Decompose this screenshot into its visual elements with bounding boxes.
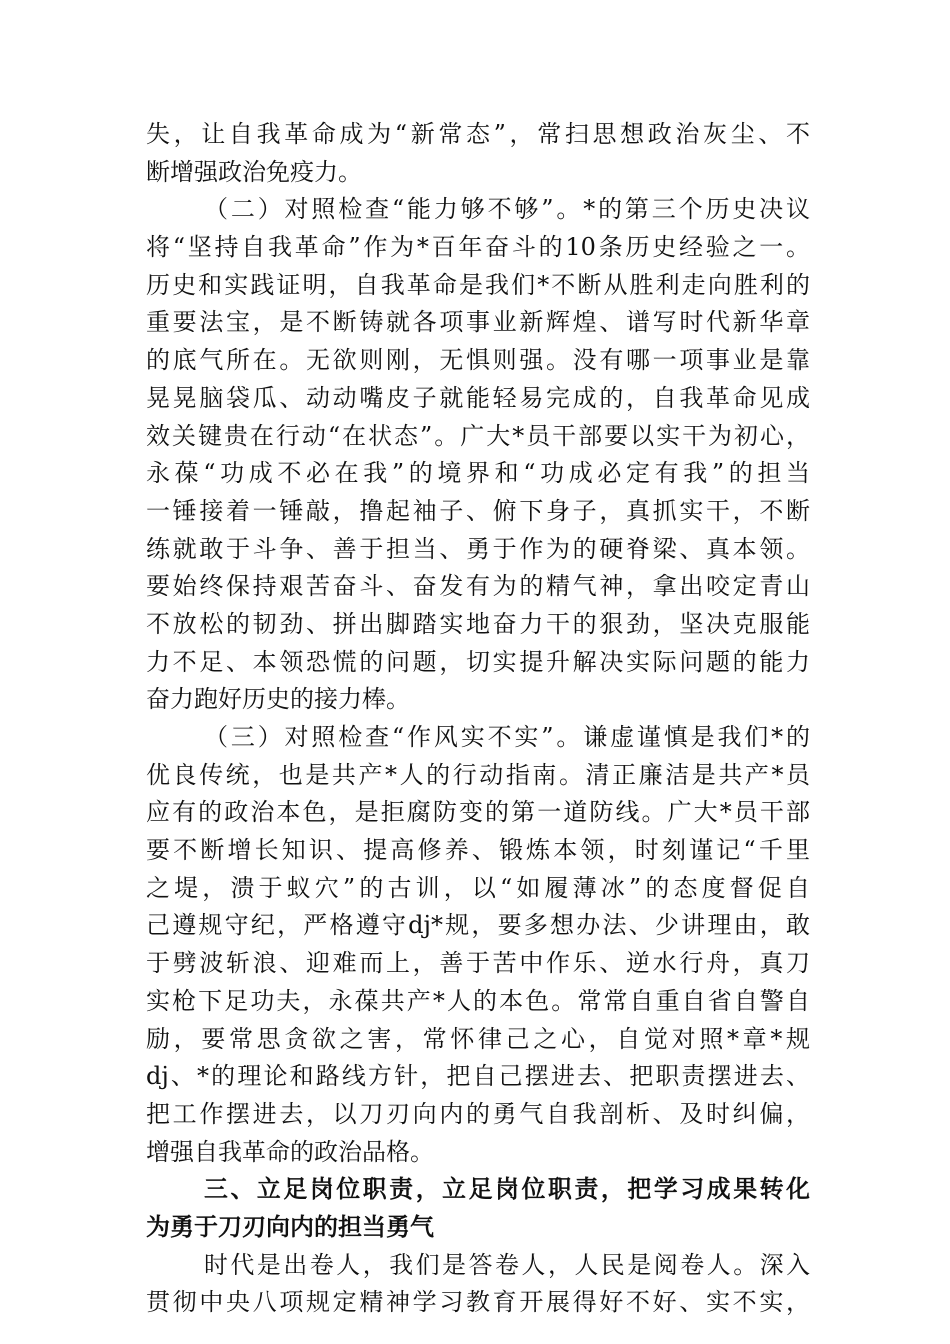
text-line: 把工作摆进去，以刀刃向内的勇气自我剖析、及时纠偏， <box>146 1099 810 1128</box>
text-line: 应有的政治本色，是拒腐防变的第一道防线。广大*员干部 <box>146 798 810 827</box>
text-line: （二）对照检查“能力够不够”。*的第三个历史决议 <box>204 195 810 224</box>
text-line: 重要法宝，是不断铸就各项事业新辉煌、谱写时代新华章 <box>146 308 810 337</box>
text-line: 一锤接着一锤敲，撸起袖子、俯下身子，真抓实干，不断 <box>146 496 810 525</box>
text-line: 奋力跑好历史的接力棒。 <box>146 685 410 714</box>
section-heading-line: 为勇于刀刃向内的担当勇气 <box>146 1212 434 1241</box>
text-line: 励，要常思贪欲之害，常怀律己之心，自觉对照*章*规 <box>146 1024 810 1053</box>
section-heading-line: 三、立足岗位职责，立足岗位职责，把学习成果转化 <box>204 1175 810 1204</box>
text-line: 之堤，溃于蚁穴”的古训，以“如履薄冰”的态度督促自 <box>146 873 810 902</box>
text-line: 时代是出卷人，我们是答卷人，人民是阅卷人。深入 <box>204 1250 810 1279</box>
text-line: （三）对照检查“作风实不实”。谦虚谨慎是我们*的 <box>204 723 810 751</box>
text-line: 效关键贵在行动“在状态”。广大*员干部要以实干为初心， <box>146 421 810 450</box>
text-line: 于劈波斩浪、迎难而上，善于苦中作乐、逆水行舟，真刀 <box>146 949 810 978</box>
text-line: 贯彻中央八项规定精神学习教育开展得好不好、实不实， <box>146 1288 810 1317</box>
text-line: 失，让自我革命成为“新常态”，常扫思想政治灰尘、不 <box>146 120 810 148</box>
text-line: 要不断增长知识、提高修养、锻炼本领，时刻谨记“千里 <box>146 836 810 865</box>
text-line: 力不足、本领恐慌的问题，切实提升解决实际问题的能力 <box>146 647 810 676</box>
text-line: 增强自我革命的政治品格。 <box>146 1137 434 1166</box>
text-line: 断增强政治免疫力。 <box>146 157 362 186</box>
text-line: 永葆“功成不必在我”的境界和“功成必定有我”的担当 <box>146 459 810 488</box>
document-body <box>146 116 810 1322</box>
text-line: 练就敢于斗争、善于担当、勇于作为的硬脊梁、真本领。 <box>146 534 810 563</box>
text-line: 实枪下足功夫，永葆共产*人的本色。常常自重自省自警自 <box>146 986 810 1015</box>
text-line: 不放松的韧劲、拼出脚踏实地奋力干的狠劲，坚决克服能 <box>146 609 810 638</box>
text-line: 历史和实践证明，自我革命是我们*不断从胜利走向胜利的 <box>146 270 810 299</box>
text-line: 的底气所在。无欲则刚，无惧则强。没有哪一项事业是靠 <box>146 346 810 375</box>
text-line: 优良传统，也是共产*人的行动指南。清正廉洁是共产*员 <box>146 760 810 789</box>
text-line: 要始终保持艰苦奋斗、奋发有为的精气神，拿出咬定青山 <box>146 572 810 601</box>
text-line: 将“坚持自我革命”作为*百年奋斗的10条历史经验之一。 <box>146 233 810 262</box>
text-line: 己遵规守纪，严格遵守dj*规，要多想办法、少讲理由，敢 <box>146 911 810 940</box>
text-line: dj、*的理论和路线方针，把自己摆进去、把职责摆进去、 <box>146 1062 810 1091</box>
text-line: 晃晃脑袋瓜、动动嘴皮子就能轻易完成的，自我革命见成 <box>146 383 810 412</box>
